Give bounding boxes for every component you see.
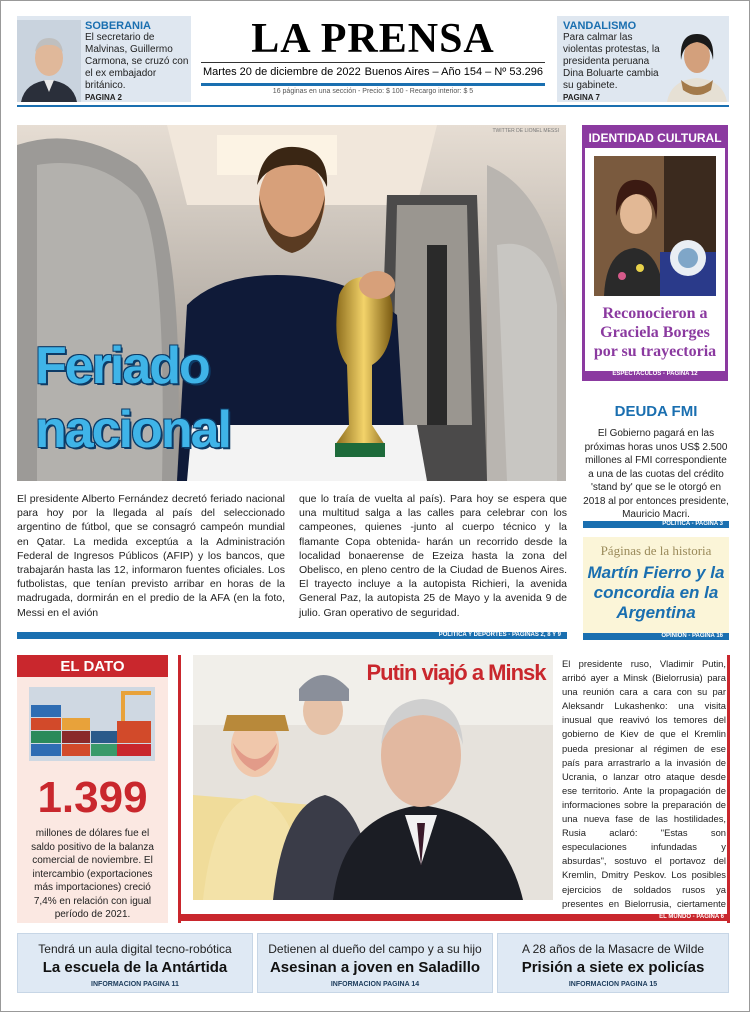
putin-section[interactable]: EL MUNDO - PAGINA 6 [178,914,730,921]
putin-headline[interactable]: Putin viajó a Minsk [366,660,546,685]
graciela-photo [594,156,716,296]
main-story-section[interactable]: POLITICA Y DEPORTES - PAGINAS 2, 8 Y 9 [17,632,567,639]
masthead-rule [201,62,545,63]
teaser-text: El secretario de Malvinas, Guillermo Carmona, se cruzó con el ex embajador británico. [85,32,189,91]
bottom-page: INFORMACION PAGINA 14 [330,981,420,988]
photo-credit: TWITTER DE LIONEL MESSI [492,128,559,134]
main-story-col1: El presidente Alberto Fernández decretó feriado nacional para hoy por la llegada al país del seleccionado argentino de fútbol, que se consagró campeón mundial en Qatar. La medida exceptúa a la Administración Federal de Ingresos Públicos (AFIP) y los bancos, que trabajarán hasta las 12, informaron fuentes oficiales. Los futbolistas, que tenían previsto arribar en horas de la madrugada, dormirán en el predio de la AFA (en la foto, Messi en el avión [17,493,285,619]
bottom-story-antartida[interactable] [17,933,253,993]
historia-headline: Martín Fierro y la concordia en la Argentina [587,563,725,622]
deuda-text: El Gobierno pagará en las próximas horas unos US$ 2.500 millones al FMI correspondiente a una de las cuotas del crédito 'stand by' que se le otorgó en 2018 al por entonces presidente, Mauricio Macri. [583,428,729,520]
bottom-headline: Asesinan a joven en Saladillo [269,959,481,976]
header-rule [17,105,729,107]
dateline-rule [201,83,545,86]
dato-box[interactable] [17,655,168,923]
identidad-headline[interactable]: Reconocieron a Graciela Borges por su trayectoria [593,305,717,360]
teaser-page: PAGINA 7 [563,93,600,102]
main-story-col2: que lo traía de vuelta al país). Para hoy se espera que una multitud salga a las calles para celebrar con los campeones, quienes -junto al cuerpo técnico y la flamante Copa obtenida- harán un recorrido desde la localidad bonaerense de Ezeiza hasta la zona del Obelisco, en pleno centro de la Ciudad de Buenos Aires. El trayecto incluye a la autopista Richieri, la avenida General Paz, la autopista 25 de Mayo y la avenida 9 de julio. Gran operativo de seguridad. [299,493,567,619]
bottom-sub: Detienen al dueño del campo y a su hijo [268,942,482,956]
carmona-photo [17,20,81,102]
identidad-box[interactable] [582,125,728,381]
dato-text: millones de dólares fue el saldo positivo de la balanza comercial de noviembre. El intercambio (exportaciones más importaciones) creció 7,4% en relación con igual período de 2021. [31,828,154,920]
identidad-section: ESPECTACULOS - PAGINA 12 [585,371,725,378]
putin-text: El presidente ruso, Vladimir Putin, arribó ayer a Minsk (Bielorrusia) para una reunión cara a cara con su par Aleksandr Lukashenko: una visita inusual que reavivó los temores del gobierno de Kiev de que el Kremlin pueda presionar al régimen de ese país para arrastrarlo a la invasión de Ucrania, o lanzar otro ataque desde ese territorio. Ante la propagación de informaciones sobre la preparación de una nueva fase de las hostilidades, Rusia aclaró: "Estas son especulaciones infundadas y absurdas", sostuvo el portavoz del Kremlin, Dmitry Peskov. Los posibles ejercicios de soldados rusos ya presentes en Bielorrusia, ciertamente [562,658,726,909]
headline-feriado[interactable]: Feriado [35,337,209,395]
historia-label: Páginas de la historia [600,543,712,558]
teaser-page: PAGINA 2 [85,93,122,102]
issue-date: Martes 20 de diciembre de 2022 [203,66,361,78]
identidad-label: IDENTIDAD CULTURAL [588,131,722,145]
containers-photo [29,687,155,761]
teaser-soberania[interactable] [17,16,191,102]
boluarte-photo [665,20,729,102]
masthead-title[interactable]: LA PRENSA [251,16,495,62]
bottom-sub: Tendrá un aula digital tecno-robótica [38,942,232,956]
dato-number: 1.399 [37,773,148,822]
deuda-section[interactable]: POLITICA - PAGINA 3 [583,521,729,528]
teaser-kicker: SOBERANIA [85,20,152,32]
bottom-sub: A 28 años de la Masacre de Wilde [521,942,705,956]
bottom-story-wilde[interactable] [497,933,729,993]
issue-edition: Buenos Aires – Año 154 – Nº 53.296 [364,66,543,78]
deuda-label[interactable]: DEUDA FMI [614,403,698,420]
teaser-kicker: VANDALISMO [563,20,637,32]
putin-photo[interactable] [193,655,553,900]
historia-section[interactable]: OPINION - PAGINA 16 [583,633,729,640]
bottom-page: INFORMACION PAGINA 15 [568,981,658,988]
historia-box[interactable] [583,537,729,633]
dateline [201,65,545,80]
teaser-vandalismo[interactable] [557,16,729,102]
bottom-headline: Prisión a siete ex policías [521,959,705,976]
headline-nacional[interactable]: nacional [35,401,230,459]
bottom-headline: La escuela de la Antártida [42,959,228,976]
bottom-page: INFORMACION PAGINA 11 [91,981,179,988]
bottom-story-saladillo[interactable] [257,933,493,993]
teaser-text: Para calmar las violentas protestas, la presidenta peruana Dina Boluarte cambia su gabinete. [563,32,660,91]
dato-label: EL DATO [60,658,125,675]
price-info: 16 páginas en una sección - Precio: $ 100 - Recargo interior: $ 5 [272,88,474,95]
